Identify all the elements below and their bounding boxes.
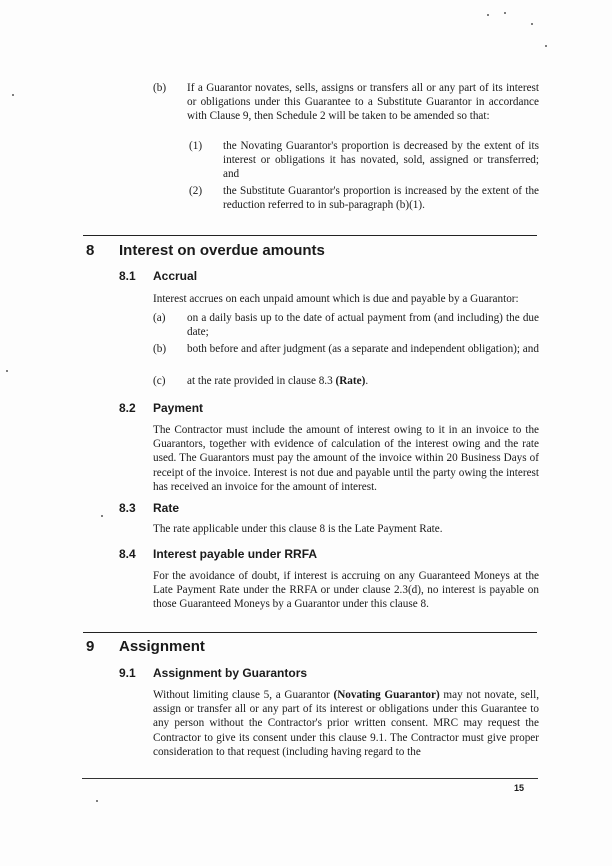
clause-number: 8.3 [119,501,136,515]
list-label: (c) [153,375,166,387]
clause-heading: Assignment by Guarantors [153,666,308,680]
clause-text: Without limiting clause 5, a Guarantor (Novating Guarantor) may not novate, sell, assign or transfer all or any part of its interest or obligations under this Guarantee to any person without the Contractor's prior written consent. MRC may request the Contractor to give its consent under this clause 9.1. The Contractor must give proper consideration to that request (including having regard to the [153,689,539,758]
section-number: 9 [86,638,95,655]
defined-term: (Rate) [335,375,366,387]
subparagraph-text: the Substitute Guarantor's proportion is increased by the extent of the reduction referred to in sub-paragraph (b)(1). [223,185,539,212]
paragraph-text: If a Guarantor novates, sells, assigns or transfers all or any part of its interest or obligations under this Guarantee to a Substitute Guarantor in accordance with Clause 9, then Schedule 2 will be taken to be amended so that: [187,82,539,123]
scan-speck [6,370,8,372]
clause-heading: Payment [153,401,204,415]
clause-heading: Interest payable under RRFA [153,547,318,561]
clause-number: 8.2 [119,401,136,415]
section-heading: Interest on overdue amounts [119,242,325,259]
clause-number: 8.4 [119,547,136,561]
clause-text: The Contractor must include the amount of interest owing to it in an invoice to the Guarantors, together with evidence of calculation of the interest owing and the rate used. The Guarantors must pay the amount of the invoice within 20 Business Days of receipt of the invoice. Interest is not due and payable until the party owing the interest has received an invoice for the amount of interest. [153,424,539,493]
subparagraph-label: (2) [189,185,203,197]
clause-number: 9.1 [119,666,136,680]
section-divider [83,235,537,236]
paragraph-label: (b) [153,82,167,94]
scan-speck [96,800,98,802]
list-text: both before and after judgment (as a separate and independent obligation); and [187,343,539,355]
list-label: (a) [153,312,166,324]
section-divider [83,632,537,633]
page-number: 15 [514,783,525,793]
clause-heading: Rate [153,501,180,515]
scan-speck [12,94,14,96]
clause-number: 8.1 [119,269,136,283]
footer-rule [82,778,538,779]
section-number: 8 [86,242,95,259]
scan-speck [531,23,533,25]
list-text: at the rate provided in clause 8.3 (Rate). [187,375,369,387]
clause-text: Interest accrues on each unpaid amount which is due and payable by a Guarantor: [153,293,519,305]
subparagraph-text: the Novating Guarantor's proportion is decreased by the extent of its interest or obligations it has novated, sold, assigned or transferred; and [223,140,539,181]
scan-speck [487,14,489,16]
section-heading: Assignment [119,638,205,655]
clause-text: For the avoidance of doubt, if interest is accruing on any Guaranteed Moneys at the Late Payment Rate under the RRFA or under clause 2.3(d), no interest is payable on those Guaranteed Moneys by a Guarantor under this clause 8. [153,570,539,611]
scan-speck [101,515,103,517]
clause-heading: Accrual [153,269,198,283]
clause-text: The rate applicable under this clause 8 is the Late Payment Rate. [153,523,443,535]
scan-speck [504,12,506,14]
subparagraph-label: (1) [189,140,203,152]
defined-term: (Novating Guarantor) [333,689,440,701]
scan-speck [545,45,547,47]
list-label: (b) [153,343,167,355]
list-text: on a daily basis up to the date of actual payment from (and including) the due date; [187,312,539,339]
